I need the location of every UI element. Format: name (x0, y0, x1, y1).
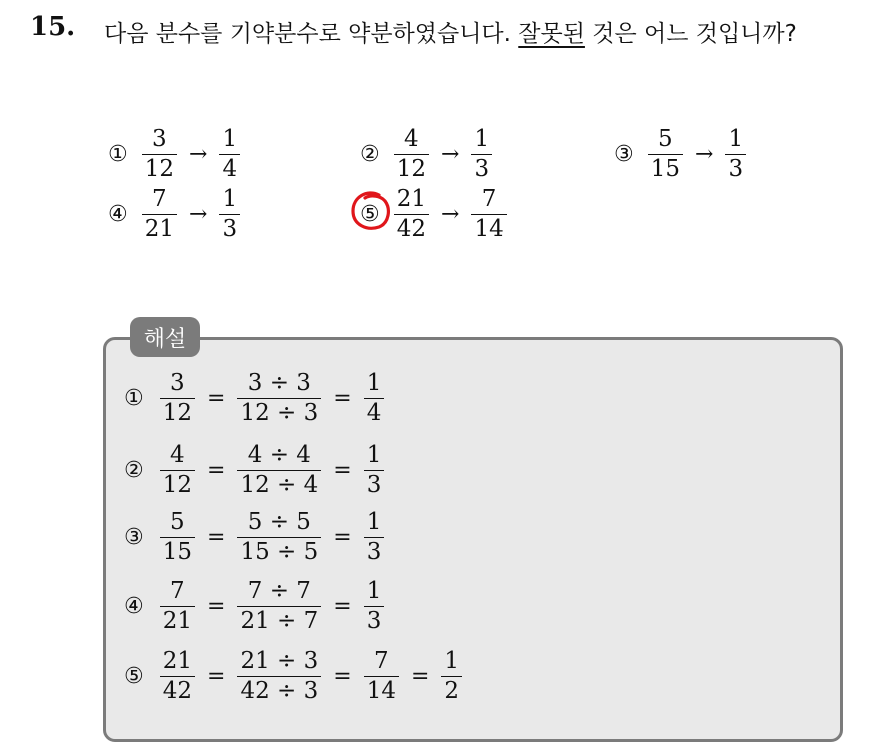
fraction: $\frac{5}{15}$ (648, 128, 683, 181)
fraction: $\frac{1}{3}$ (364, 580, 385, 633)
fraction: $\frac{1}{4}$ (219, 128, 240, 181)
question-text (104, 14, 864, 54)
fraction: $\frac{7}{21}$ (160, 580, 195, 633)
choice-marker: ② (360, 142, 380, 167)
fraction: $\frac{21}{42}$ (160, 650, 195, 703)
fraction: $\frac{1}{4}$ (364, 372, 385, 425)
question-text-underlined: 잘못된 (518, 21, 585, 47)
solution-marker: ④ (124, 594, 144, 619)
solution-line-2 (124, 444, 384, 497)
fraction: $\frac{1}{3}$ (364, 444, 385, 497)
fraction: $\frac{7}{21}$ (142, 188, 177, 241)
solution-marker: ① (124, 386, 144, 411)
fraction: $\frac{5 \div 5}{15 \div 5}$ (237, 511, 321, 564)
fraction: $\frac{7 \div 7}{21 \div 7}$ (237, 580, 321, 633)
arrow-icon: → (189, 142, 208, 167)
equals-sign: = (333, 458, 352, 483)
fraction: $\frac{21}{42}$ (394, 188, 429, 241)
solution-tag: 해설 (130, 317, 200, 357)
fraction: $\frac{3}{12}$ (142, 128, 177, 181)
choice-2[interactable] (360, 128, 492, 181)
fraction: $\frac{4}{12}$ (394, 128, 429, 181)
arrow-icon: → (441, 202, 460, 227)
equals-sign: = (207, 664, 226, 689)
solution-marker: ⑤ (124, 664, 144, 689)
solution-marker: ③ (124, 525, 144, 550)
fraction: $\frac{7}{14}$ (364, 650, 399, 703)
equals-sign: = (333, 594, 352, 619)
choice-marker: ④ (108, 202, 128, 227)
fraction: $\frac{1}{3}$ (364, 511, 385, 564)
equals-sign: = (207, 525, 226, 550)
solution-marker: ② (124, 458, 144, 483)
solution-line-4 (124, 580, 384, 633)
fraction: $\frac{4}{12}$ (160, 444, 195, 497)
solution-line-5 (124, 650, 462, 703)
equals-sign: = (333, 525, 352, 550)
choice-marker: ⑤ (360, 202, 380, 227)
equals-sign: = (333, 664, 352, 689)
arrow-icon: → (189, 202, 208, 227)
question-number: 15. (30, 12, 76, 42)
question-text-before: 다음 분수를 기약분수로 약분하였습니다. (104, 21, 519, 47)
fraction: $\frac{3}{12}$ (160, 372, 195, 425)
solution-line-3 (124, 511, 384, 564)
equals-sign: = (207, 594, 226, 619)
question-text-after: 것은 어느 것입니까? (584, 21, 797, 47)
fraction: $\frac{5}{15}$ (160, 511, 195, 564)
equals-sign: = (207, 458, 226, 483)
choice-marker: ① (108, 142, 128, 167)
choice-marker: ③ (614, 142, 634, 167)
equals-sign: = (333, 386, 352, 411)
fraction: $\frac{1}{3}$ (471, 128, 492, 181)
arrow-icon: → (441, 142, 460, 167)
solution-line-1 (124, 372, 384, 425)
choice-5[interactable] (360, 188, 507, 241)
equals-sign: = (410, 664, 430, 689)
choice-3[interactable] (614, 128, 746, 181)
arrow-icon: → (695, 142, 714, 167)
fraction: $\frac{21 \div 3}{42 \div 3}$ (237, 650, 321, 703)
fraction: $\frac{3 \div 3}{12 \div 3}$ (237, 372, 321, 425)
fraction: $\frac{4 \div 4}{12 \div 4}$ (237, 444, 321, 497)
equals-sign: = (207, 386, 226, 411)
fraction: $\frac{1}{3}$ (725, 128, 746, 181)
fraction: $\frac{1}{3}$ (219, 188, 240, 241)
choice-4[interactable] (108, 188, 240, 241)
fraction: $\frac{7}{14}$ (471, 188, 506, 241)
choice-1[interactable] (108, 128, 240, 181)
fraction: $\frac{1}{2}$ (441, 650, 462, 703)
